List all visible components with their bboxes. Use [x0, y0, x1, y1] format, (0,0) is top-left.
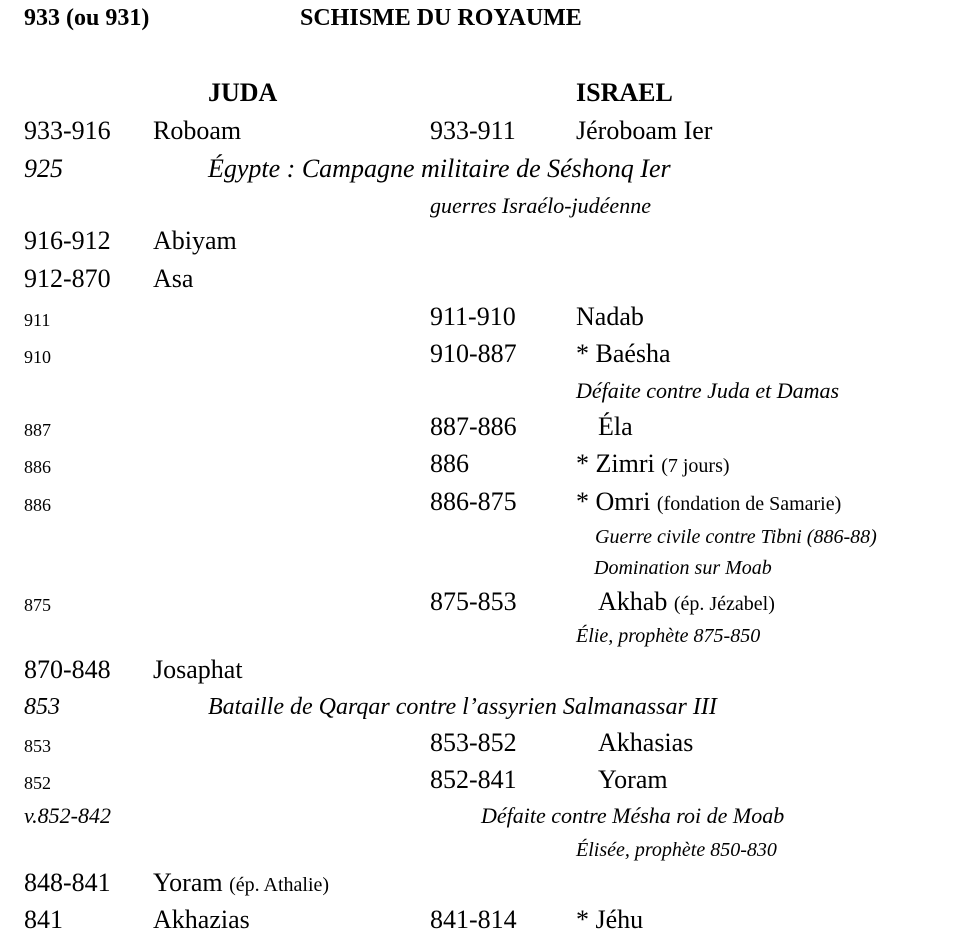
israel-reign-dates: 841-814 — [430, 905, 517, 934]
israel-note: Domination sur Moab — [594, 557, 772, 579]
israel-reign-dates: 853-852 — [430, 728, 517, 757]
juda-king: Roboam — [153, 116, 242, 145]
year-marker: 910 — [24, 347, 51, 367]
israel-reign-dates: 875-853 — [430, 587, 517, 616]
israel-note: Élie, prophète 875-850 — [576, 625, 761, 647]
event-text: Bataille de Qarqar contre l’assyrien Salmanassar III — [208, 694, 717, 720]
year-marker: 886 — [24, 457, 51, 477]
king-note: (ép. Athalie) — [229, 874, 330, 896]
event-date: v.852-842 — [24, 803, 111, 828]
year-marker: 852 — [24, 773, 51, 793]
israel-king: Nadab — [576, 302, 644, 331]
juda-king: Akhazias — [153, 905, 250, 934]
year-marker: 886 — [24, 495, 51, 515]
event-date: 925 — [24, 154, 63, 183]
page-title: SCHISME DU ROYAUME — [300, 5, 582, 31]
king-note: (ép. Jézabel) — [673, 593, 775, 615]
israel-note: Élisée, prophète 850-830 — [576, 839, 777, 861]
juda-king: Josaphat — [153, 655, 243, 684]
israel-reign-dates: 886 — [430, 449, 469, 478]
event-text: Égypte : Campagne militaire de Séshonq Ier — [208, 154, 671, 183]
israel-king-line — [576, 489, 841, 515]
juda-king: Asa — [153, 264, 194, 293]
israel-king: * Zimri — [576, 449, 655, 478]
juda-king: Abiyam — [153, 226, 237, 255]
israel-reign-dates: 886-875 — [430, 487, 517, 516]
year-marker: 853 — [24, 736, 51, 756]
israel-king: * Omri — [576, 487, 651, 516]
juda-reign-dates: 848-841 — [24, 868, 111, 897]
event-text: Défaite contre Mésha roi de Moab — [481, 803, 785, 828]
israel-king-line — [576, 451, 730, 477]
juda-reign-dates: 933-916 — [24, 116, 111, 145]
event-date: 853 — [24, 694, 60, 720]
year-marker: 887 — [24, 420, 51, 440]
israel-reign-dates: 910-887 — [430, 339, 517, 368]
juda-king-line — [153, 870, 329, 896]
column-heading-juda: JUDA — [208, 78, 278, 107]
juda-king: Yoram — [153, 868, 223, 897]
israel-note: guerres Israélo-judéenne — [430, 193, 651, 218]
israel-note: Guerre civile contre Tibni (886-88) — [595, 526, 877, 548]
year-marker: 911 — [24, 310, 51, 330]
israel-king: Yoram — [598, 765, 668, 794]
israel-king: * Jéhu — [576, 905, 644, 934]
israel-king: Jéroboam Ier — [576, 116, 713, 145]
juda-reign-dates: 841 — [24, 905, 63, 934]
king-note: (7 jours) — [661, 455, 730, 477]
israel-king-line — [598, 589, 775, 615]
year-marker: 875 — [24, 595, 51, 615]
israel-king: Akhasias — [598, 728, 694, 757]
israel-reign-dates: 887-886 — [430, 412, 517, 441]
juda-reign-dates: 870-848 — [24, 655, 111, 684]
israel-note: Défaite contre Juda et Damas — [576, 378, 840, 403]
juda-reign-dates: 912-870 — [24, 264, 111, 293]
israel-reign-dates: 933-911 — [430, 116, 516, 145]
column-heading-israel: ISRAEL — [576, 78, 673, 107]
juda-reign-dates: 916-912 — [24, 226, 111, 255]
israel-king: Akhab — [598, 587, 668, 616]
king-note: (fondation de Samarie) — [656, 493, 842, 515]
header-date: 933 (ou 931) — [24, 5, 150, 31]
israel-king: * Baésha — [576, 339, 671, 368]
israel-king: Éla — [598, 412, 633, 441]
israel-reign-dates: 911-910 — [430, 302, 516, 331]
israel-reign-dates: 852-841 — [430, 765, 517, 794]
